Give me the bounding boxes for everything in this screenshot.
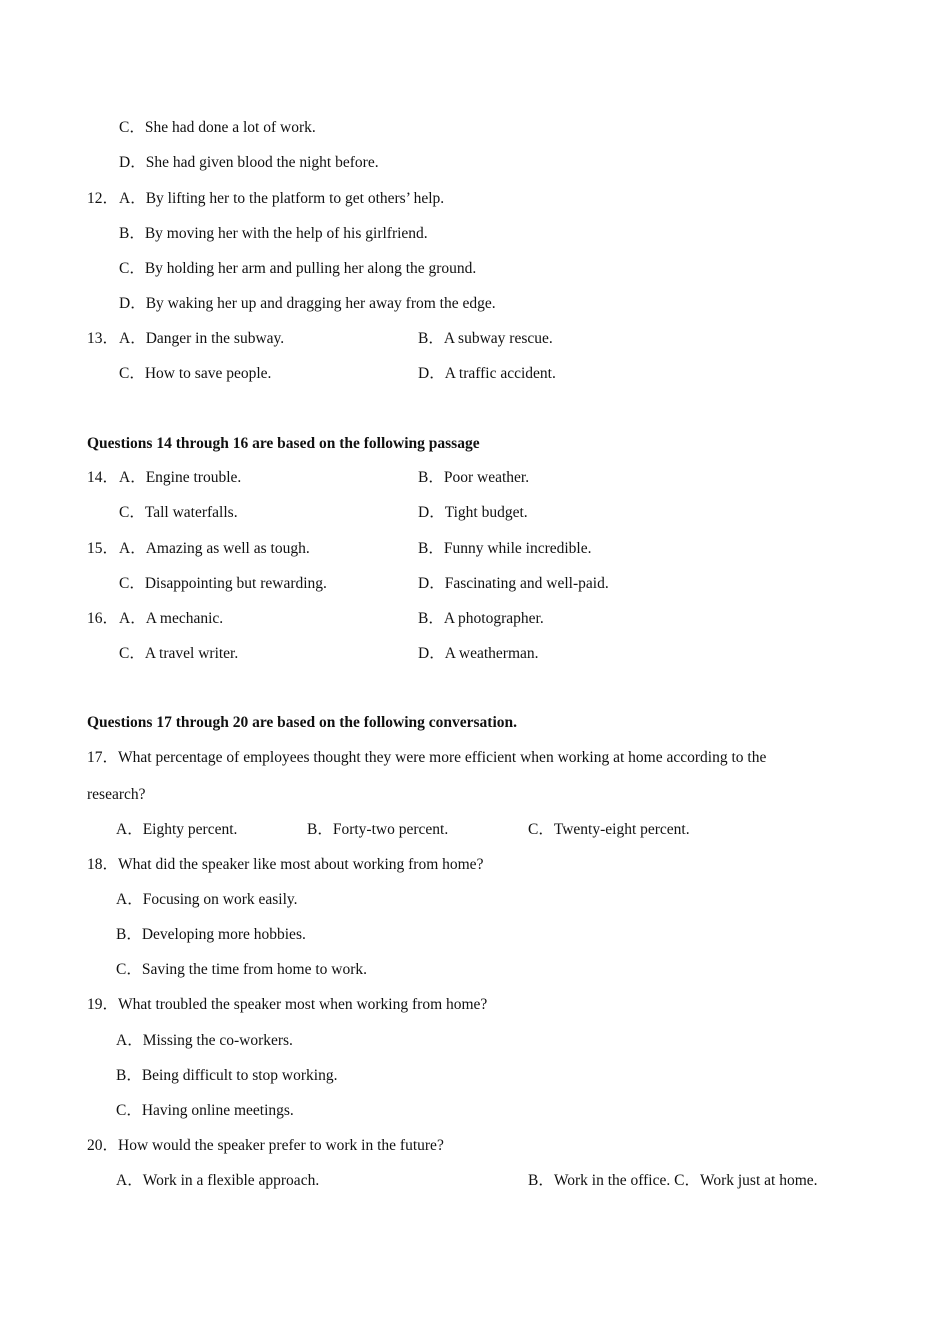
q14-option-c: C．Tall waterfalls. xyxy=(119,504,238,521)
q18-option-a: A．Focusing on work easily. xyxy=(116,891,298,908)
q13-option-b: B．A subway rescue. xyxy=(418,330,553,347)
q12-option-d: D．By waking her up and dragging her away from the edge. xyxy=(119,295,496,312)
q15-option-b: B．Funny while incredible. xyxy=(418,540,592,557)
q19-option-b: B．Being difficult to stop working. xyxy=(116,1067,338,1084)
q19-stem: 19．What troubled the speaker most when working from home? xyxy=(87,996,488,1013)
q12-option-c: C．By holding her arm and pulling her along the ground. xyxy=(119,260,477,277)
q12-option-a: A．By lifting her to the platform to get others’ help. xyxy=(119,190,445,207)
q19-option-c: C．Having online meetings. xyxy=(116,1102,294,1119)
section-heading-17-20: Questions 17 through 20 are based on the following conversation. xyxy=(87,714,518,731)
q18-stem: 18．What did the speaker like most about working from home? xyxy=(87,856,484,873)
q14-option-a: A．Engine trouble. xyxy=(119,469,242,486)
q18-option-b: B．Developing more hobbies. xyxy=(116,926,306,943)
q19-option-a: A．Missing the co-workers. xyxy=(116,1032,293,1049)
q11-option-c: C．She had done a lot of work. xyxy=(119,119,316,136)
q12-option-b: B．By moving her with the help of his girlfriend. xyxy=(119,225,428,242)
q20-stem: 20．How would the speaker prefer to work in the future? xyxy=(87,1137,444,1154)
q20-option-a: A．Work in a flexible approach. xyxy=(116,1172,320,1189)
q16-number: 16． xyxy=(87,610,119,627)
q14-option-b: B．Poor weather. xyxy=(418,469,530,486)
q17-option-a: A．Eighty percent. xyxy=(116,821,238,838)
section-heading-14-16: Questions 14 through 16 are based on the following passage xyxy=(87,435,480,452)
q13-option-d: D．A traffic accident. xyxy=(418,365,556,382)
q15-option-d: D．Fascinating and well-paid. xyxy=(418,575,609,592)
q15-option-a: A．Amazing as well as tough. xyxy=(119,540,310,557)
q17-stem: 17．What percentage of employees thought they were more efficient when working at home according to the xyxy=(87,749,767,766)
q18-option-c: C．Saving the time from home to work. xyxy=(116,961,367,978)
q12-number: 12． xyxy=(87,190,119,207)
q14-option-d: D．Tight budget. xyxy=(418,504,528,521)
q13-number: 13． xyxy=(87,330,119,347)
q17-stem-continued: research? xyxy=(87,786,146,803)
q15-option-c: C．Disappointing but rewarding. xyxy=(119,575,327,592)
q16-option-c: C．A travel writer. xyxy=(119,645,239,662)
q13-option-c: C．How to save people. xyxy=(119,365,272,382)
q13-option-a: A．Danger in the subway. xyxy=(119,330,285,347)
q16-option-a: A．A mechanic. xyxy=(119,610,224,627)
q17-option-b: B．Forty-two percent. xyxy=(307,821,449,838)
q14-number: 14． xyxy=(87,469,119,486)
q11-option-d: D．She had given blood the night before. xyxy=(119,154,379,171)
q20-options-b-c: B．Work in the office. C．Work just at home. xyxy=(528,1172,818,1189)
q17-option-c: C．Twenty-eight percent. xyxy=(528,821,690,838)
q15-number: 15． xyxy=(87,540,119,557)
q16-option-b: B．A photographer. xyxy=(418,610,544,627)
q16-option-d: D．A weatherman. xyxy=(418,645,539,662)
